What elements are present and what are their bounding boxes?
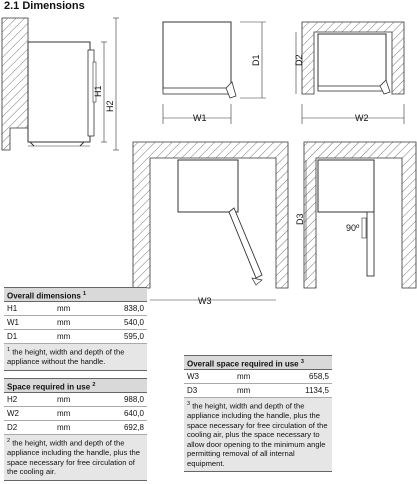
angle-label: 90º [346, 223, 360, 233]
d2-label: D2 [294, 54, 304, 66]
side-view [2, 18, 119, 150]
table-row: W2 mm 640,0 [4, 407, 147, 421]
overall-space-table [184, 355, 332, 472]
table-row: D2 mm 692,8 [4, 421, 147, 435]
space-required-table [4, 378, 147, 481]
w1-label: W1 [193, 113, 207, 123]
table-footnote: $^2$ the height, width and depth of the appliance including the handle, plus the space necessary for free circulation of the cooling air. [4, 435, 147, 481]
table-row: D1 mm 595,0 [4, 330, 147, 344]
table-row: D3 mm 1134,5 [184, 384, 332, 398]
table-row: W3 mm 658,5 [184, 370, 332, 384]
d1-label: D1 [251, 54, 261, 66]
table-row: H2 mm 988,0 [4, 393, 147, 407]
page-title: 2.1 Dimensions [4, 0, 85, 12]
table-footnote: $^1$ the height, width and depth of the appliance without the handle. [4, 344, 147, 371]
table-header: Space required in use $^2$ [4, 378, 147, 393]
overall-dimensions-table [4, 287, 147, 371]
h1-label: H1 [93, 85, 103, 97]
table-header: Overall dimensions $^1$ [4, 287, 147, 302]
w3-label: W3 [198, 296, 212, 306]
d3-label: D3 [295, 213, 305, 225]
table-row: H1 mm 838,0 [4, 302, 147, 316]
top-view-door-90 [295, 142, 416, 288]
w2-label: W2 [355, 113, 369, 123]
top-view-overall [163, 22, 266, 124]
table-header: Overall space required in use $^3$ [184, 355, 332, 370]
table-footnote: $^3$ the height, width and depth of the appliance including the handle, plus the space necessary for free circulation of the cooling air, plus the space necessary to allow door opening to the minimum angle permitting removal of all internal equipment. [184, 398, 332, 472]
top-view-door-open [133, 142, 288, 306]
h2-label: H2 [105, 100, 115, 112]
top-view-space [294, 22, 404, 124]
table-row: W1 mm 540,0 [4, 316, 147, 330]
